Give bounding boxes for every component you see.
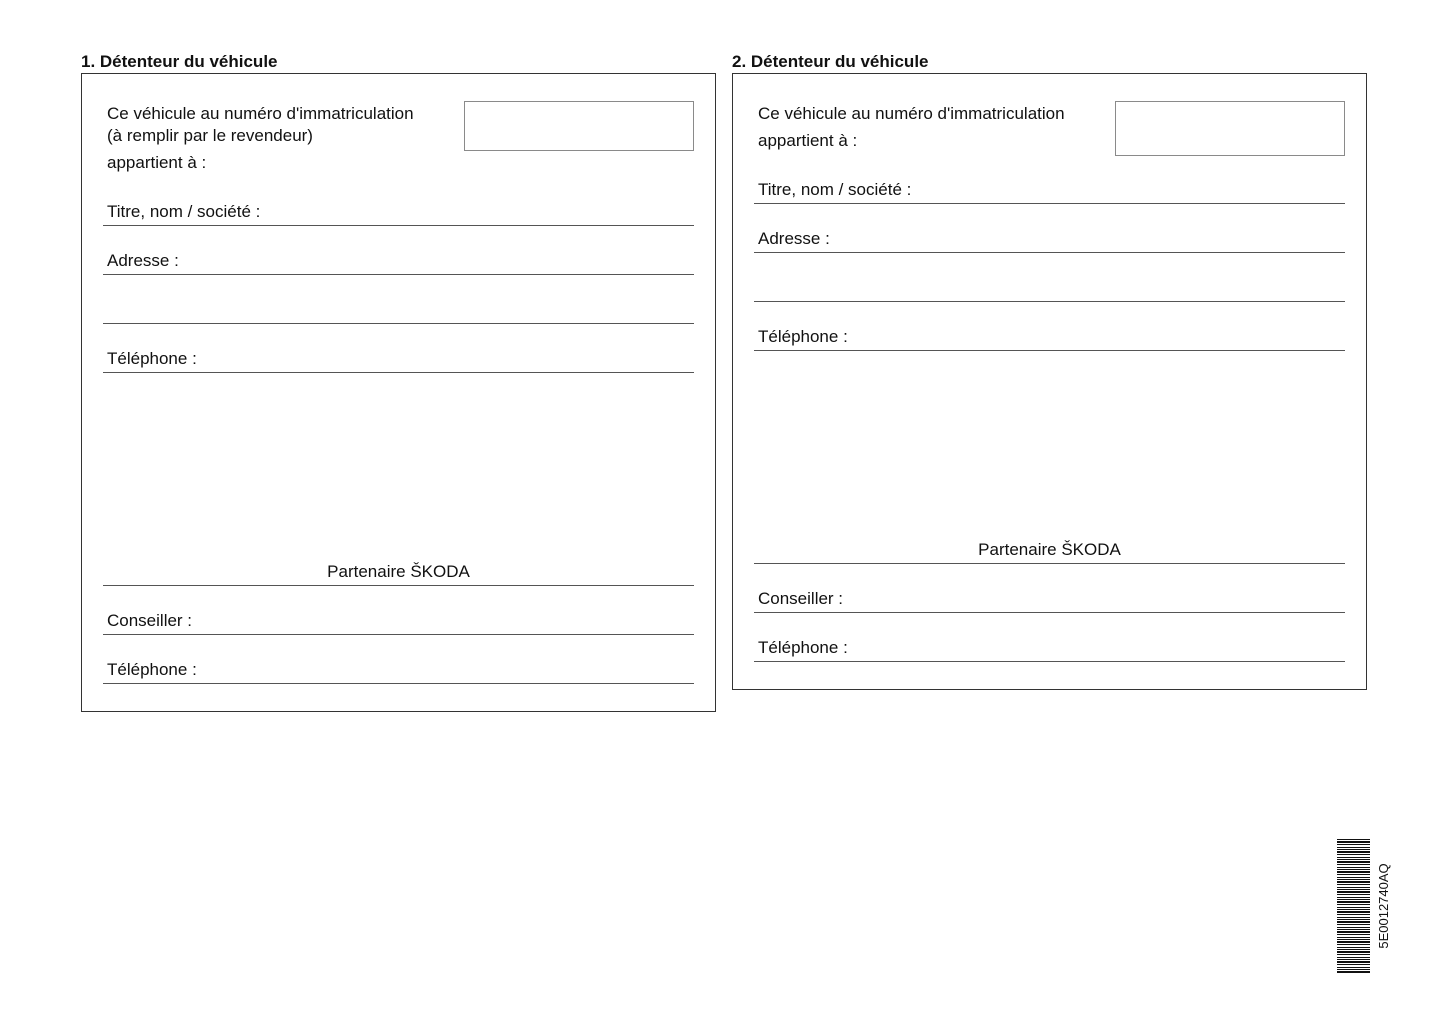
panel2-name-line[interactable]: [754, 203, 1345, 204]
panel1-name-line[interactable]: [103, 225, 694, 226]
panel2-advisor-label: Conseiller :: [758, 589, 844, 608]
panel2-address-label: Adresse :: [758, 229, 830, 248]
panel2-advisor-phone-line[interactable]: [754, 661, 1345, 662]
panel2-reg-line2: appartient à :: [758, 131, 858, 150]
panel2-address-line[interactable]: [754, 252, 1345, 253]
panel1-reg-line3: appartient à :: [107, 153, 207, 172]
panel2-phone-line[interactable]: [754, 350, 1345, 351]
panel1-phone-line[interactable]: [103, 372, 694, 373]
panel1-phone-label: Téléphone :: [107, 349, 197, 368]
panel2-partner-line[interactable]: [754, 563, 1345, 564]
barcode-code: 5E0012740AQ: [1376, 863, 1391, 949]
panel2-partner-label: Partenaire ŠKODA: [978, 540, 1121, 559]
barcode-graphic: [1337, 839, 1370, 973]
panel1-reg-line1: Ce véhicule au numéro d'immatriculation: [107, 104, 414, 123]
panel2-name-label: Titre, nom / société :: [758, 180, 912, 199]
panel2-registration-box[interactable]: [1115, 101, 1345, 156]
panel1-reg-line2: (à remplir par le revendeur): [107, 126, 313, 145]
panel2-address-line-2[interactable]: [754, 301, 1345, 302]
panel1-address-line[interactable]: [103, 274, 694, 275]
panel1-partner-label: Partenaire ŠKODA: [327, 562, 470, 581]
panel1-address-label: Adresse :: [107, 251, 179, 270]
panel2-phone-label: Téléphone :: [758, 327, 848, 346]
panel1-advisor-phone-label: Téléphone :: [107, 660, 197, 679]
panel1-partner-line[interactable]: [103, 585, 694, 586]
panel1-name-label: Titre, nom / société :: [107, 202, 261, 221]
panel1-advisor-phone-line[interactable]: [103, 683, 694, 684]
panel1-address-line-2[interactable]: [103, 323, 694, 324]
panel1-advisor-label: Conseiller :: [107, 611, 193, 630]
panel1-advisor-line[interactable]: [103, 634, 694, 635]
panel1-title: 1. Détenteur du véhicule: [81, 52, 278, 71]
panel2-advisor-line[interactable]: [754, 612, 1345, 613]
panel1-registration-box[interactable]: [464, 101, 694, 151]
panel2-advisor-phone-label: Téléphone :: [758, 638, 848, 657]
panel2-title: 2. Détenteur du véhicule: [732, 52, 929, 71]
panel2-reg-line1: Ce véhicule au numéro d'immatriculation: [758, 104, 1065, 123]
